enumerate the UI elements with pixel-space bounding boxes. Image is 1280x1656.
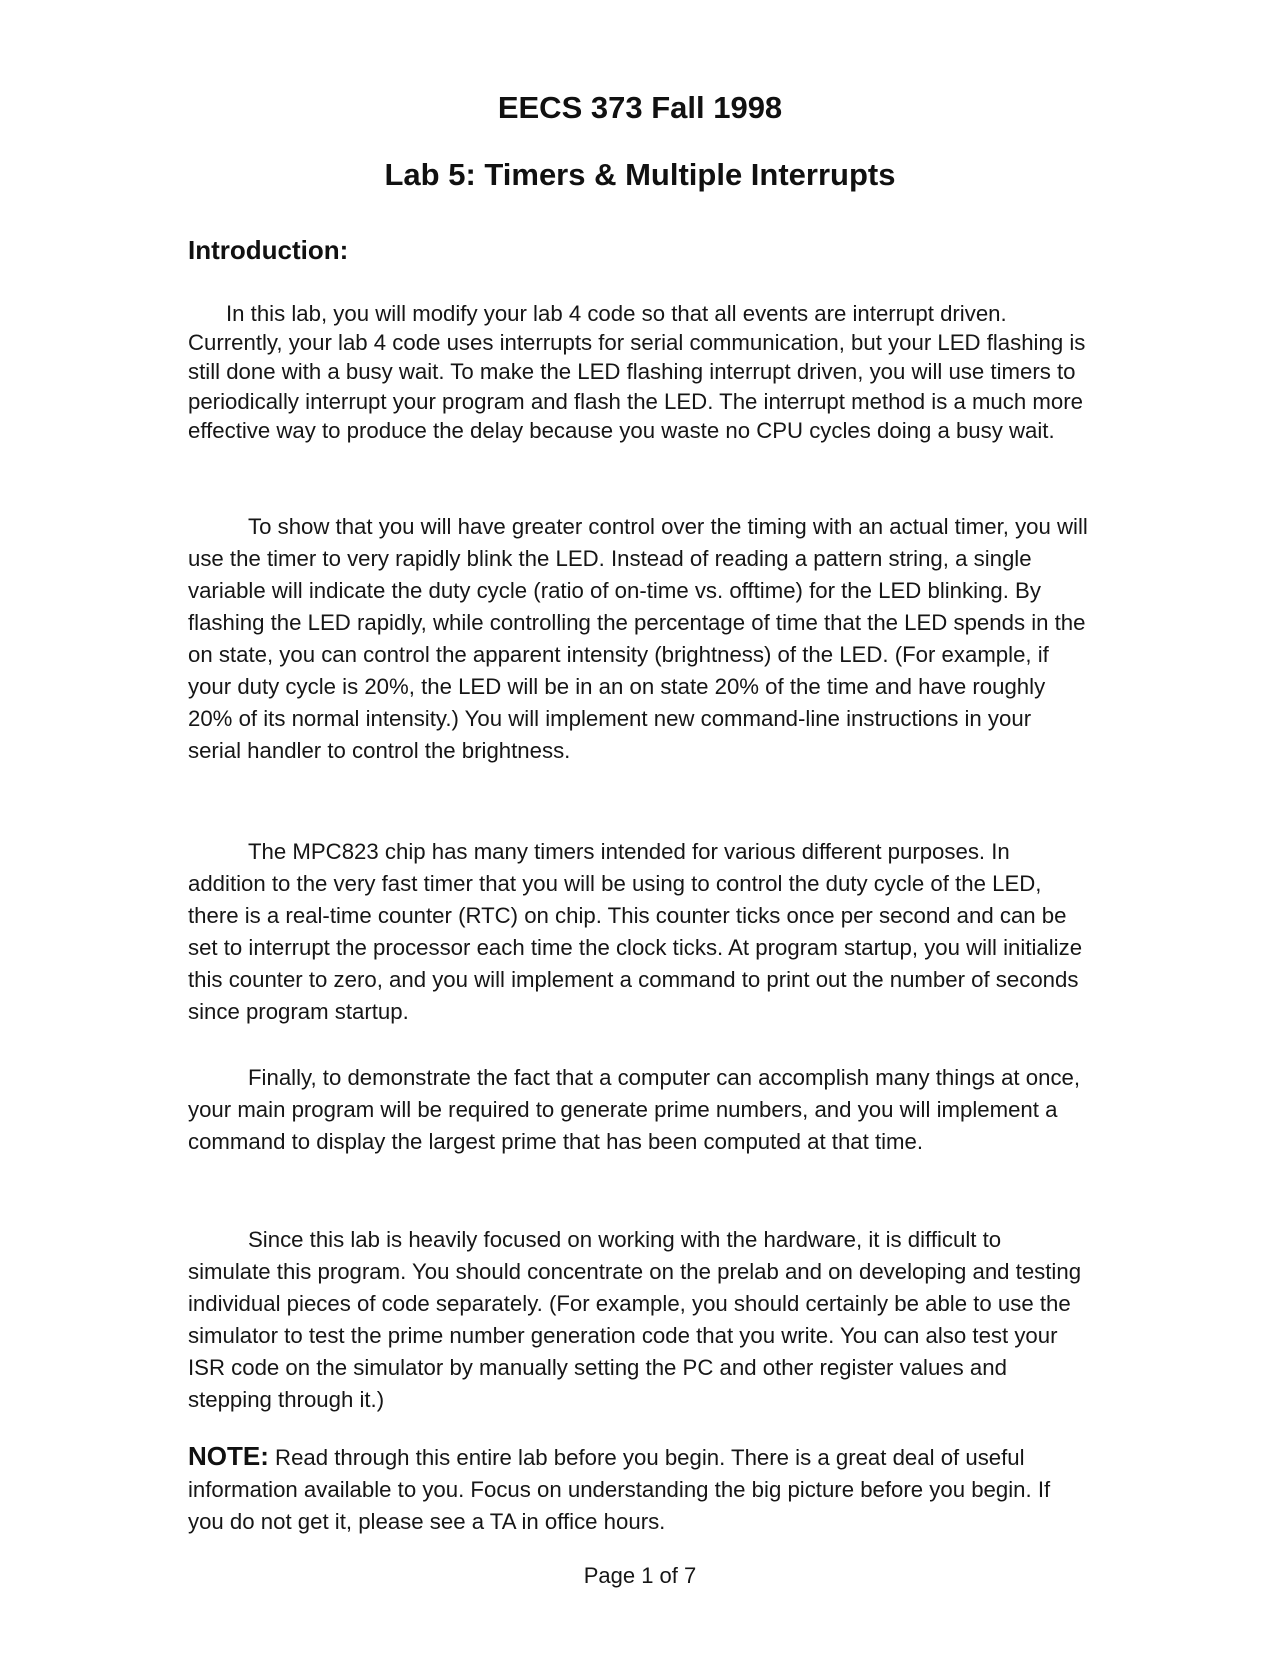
intro-paragraph-3: The MPC823 chip has many timers intended for various different purposes. In addition to the very fast timer that you will be using to control the duty cycle of the LED, there is a real-time counter (RTC) on chip. This counter ticks once per second and can be set to interrupt the processor each time the clock ticks. At program startup, you will initialize this counter to zero, and you will implement a command to print out the number of seconds since program startup.: [188, 839, 1083, 1024]
intro-paragraph-1: In this lab, you will modify your lab 4 code so that all events are interrupt driven. Currently, your lab 4 code uses interrupts for serial communication, but your LED flashing is still done with a busy wait. To make the LED flashing interrupt driven, you will use timers to periodically interrupt your program and flash the LED. The interrupt method is a much more effective way to produce the delay because you waste no CPU cycles doing a busy wait.: [188, 301, 1086, 443]
course-title: EECS 373 Fall 1998: [497, 90, 783, 125]
note-text: Read through this entire lab before you begin. There is a great deal of useful information available to you. Focus on understanding the big picture before you begin. If you do not get it, please see a TA in office hours.: [188, 1445, 1051, 1534]
introduction-heading: Introduction:: [188, 235, 349, 265]
note-paragraph: [188, 1440, 1088, 1538]
lab-title: Lab 5: Timers & Multiple Interrupts: [384, 157, 896, 192]
page-number-footer: Page 1 of 7: [583, 1563, 697, 1588]
intro-paragraph-2: To show that you will have greater control over the timing with an actual timer, you will use the timer to very rapidly blink the LED. Instead of reading a pattern string, a single variable will indicate the duty cycle (ratio of on-time vs. offtime) for the LED blinking. By flashing the LED rapidly, while controlling the percentage of time that the LED spends in the on state, you can control the apparent intensity (brightness) of the LED. (For example, if your duty cycle is 20%, the LED will be in an on state 20% of the time and have roughly 20% of its normal intensity.) You will implement new command-line instructions in your serial handler to control the brightness.: [188, 514, 1088, 763]
intro-paragraph-5: Since this lab is heavily focused on working with the hardware, it is difficult to simulate this program. You should concentrate on the prelab and on developing and testing individual pieces of code separately. (For example, you should certainly be able to use the simulator to test the prime number generation code that you write. You can also test your ISR code on the simulator by manually setting the PC and other register values and stepping through it.): [188, 1227, 1082, 1412]
intro-paragraph-4: Finally, to demonstrate the fact that a computer can accomplish many things at once, your main program will be required to generate prime numbers, and you will implement a command to display the largest prime that has been computed at that time.: [188, 1065, 1081, 1154]
note-label: NOTE:: [188, 1441, 269, 1471]
